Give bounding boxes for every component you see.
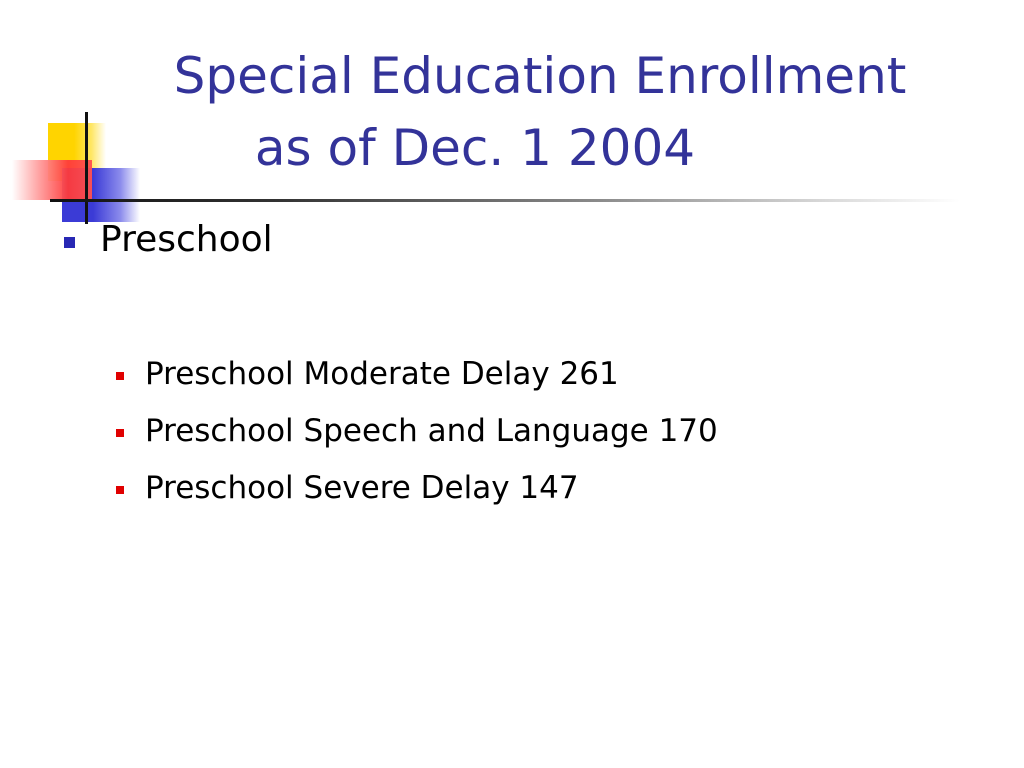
list-item	[116, 402, 718, 459]
sub-bullet-list	[116, 345, 718, 516]
slide-title-line-1: Special Education Enrollment	[173, 47, 907, 105]
decorative-red-square	[12, 160, 92, 200]
square-bullet-icon	[116, 486, 124, 494]
title-underline	[50, 199, 960, 202]
sub-bullet-text: Preschool Severe Delay 147	[145, 469, 579, 506]
square-bullet-icon	[64, 237, 75, 248]
decorative-vertical-line	[85, 112, 88, 224]
sub-bullet-text: Preschool Moderate Delay 261	[145, 355, 619, 392]
sub-bullet-text: Preschool Speech and Language 170	[145, 412, 718, 449]
slide-title	[100, 40, 980, 184]
main-bullet-text: Preschool	[100, 219, 273, 260]
list-item	[116, 345, 718, 402]
list-item	[116, 459, 718, 516]
main-bullet	[64, 218, 273, 262]
square-bullet-icon	[116, 429, 124, 437]
square-bullet-icon	[116, 372, 124, 380]
slide-title-line-2: as of Dec. 1 2004	[254, 119, 696, 177]
